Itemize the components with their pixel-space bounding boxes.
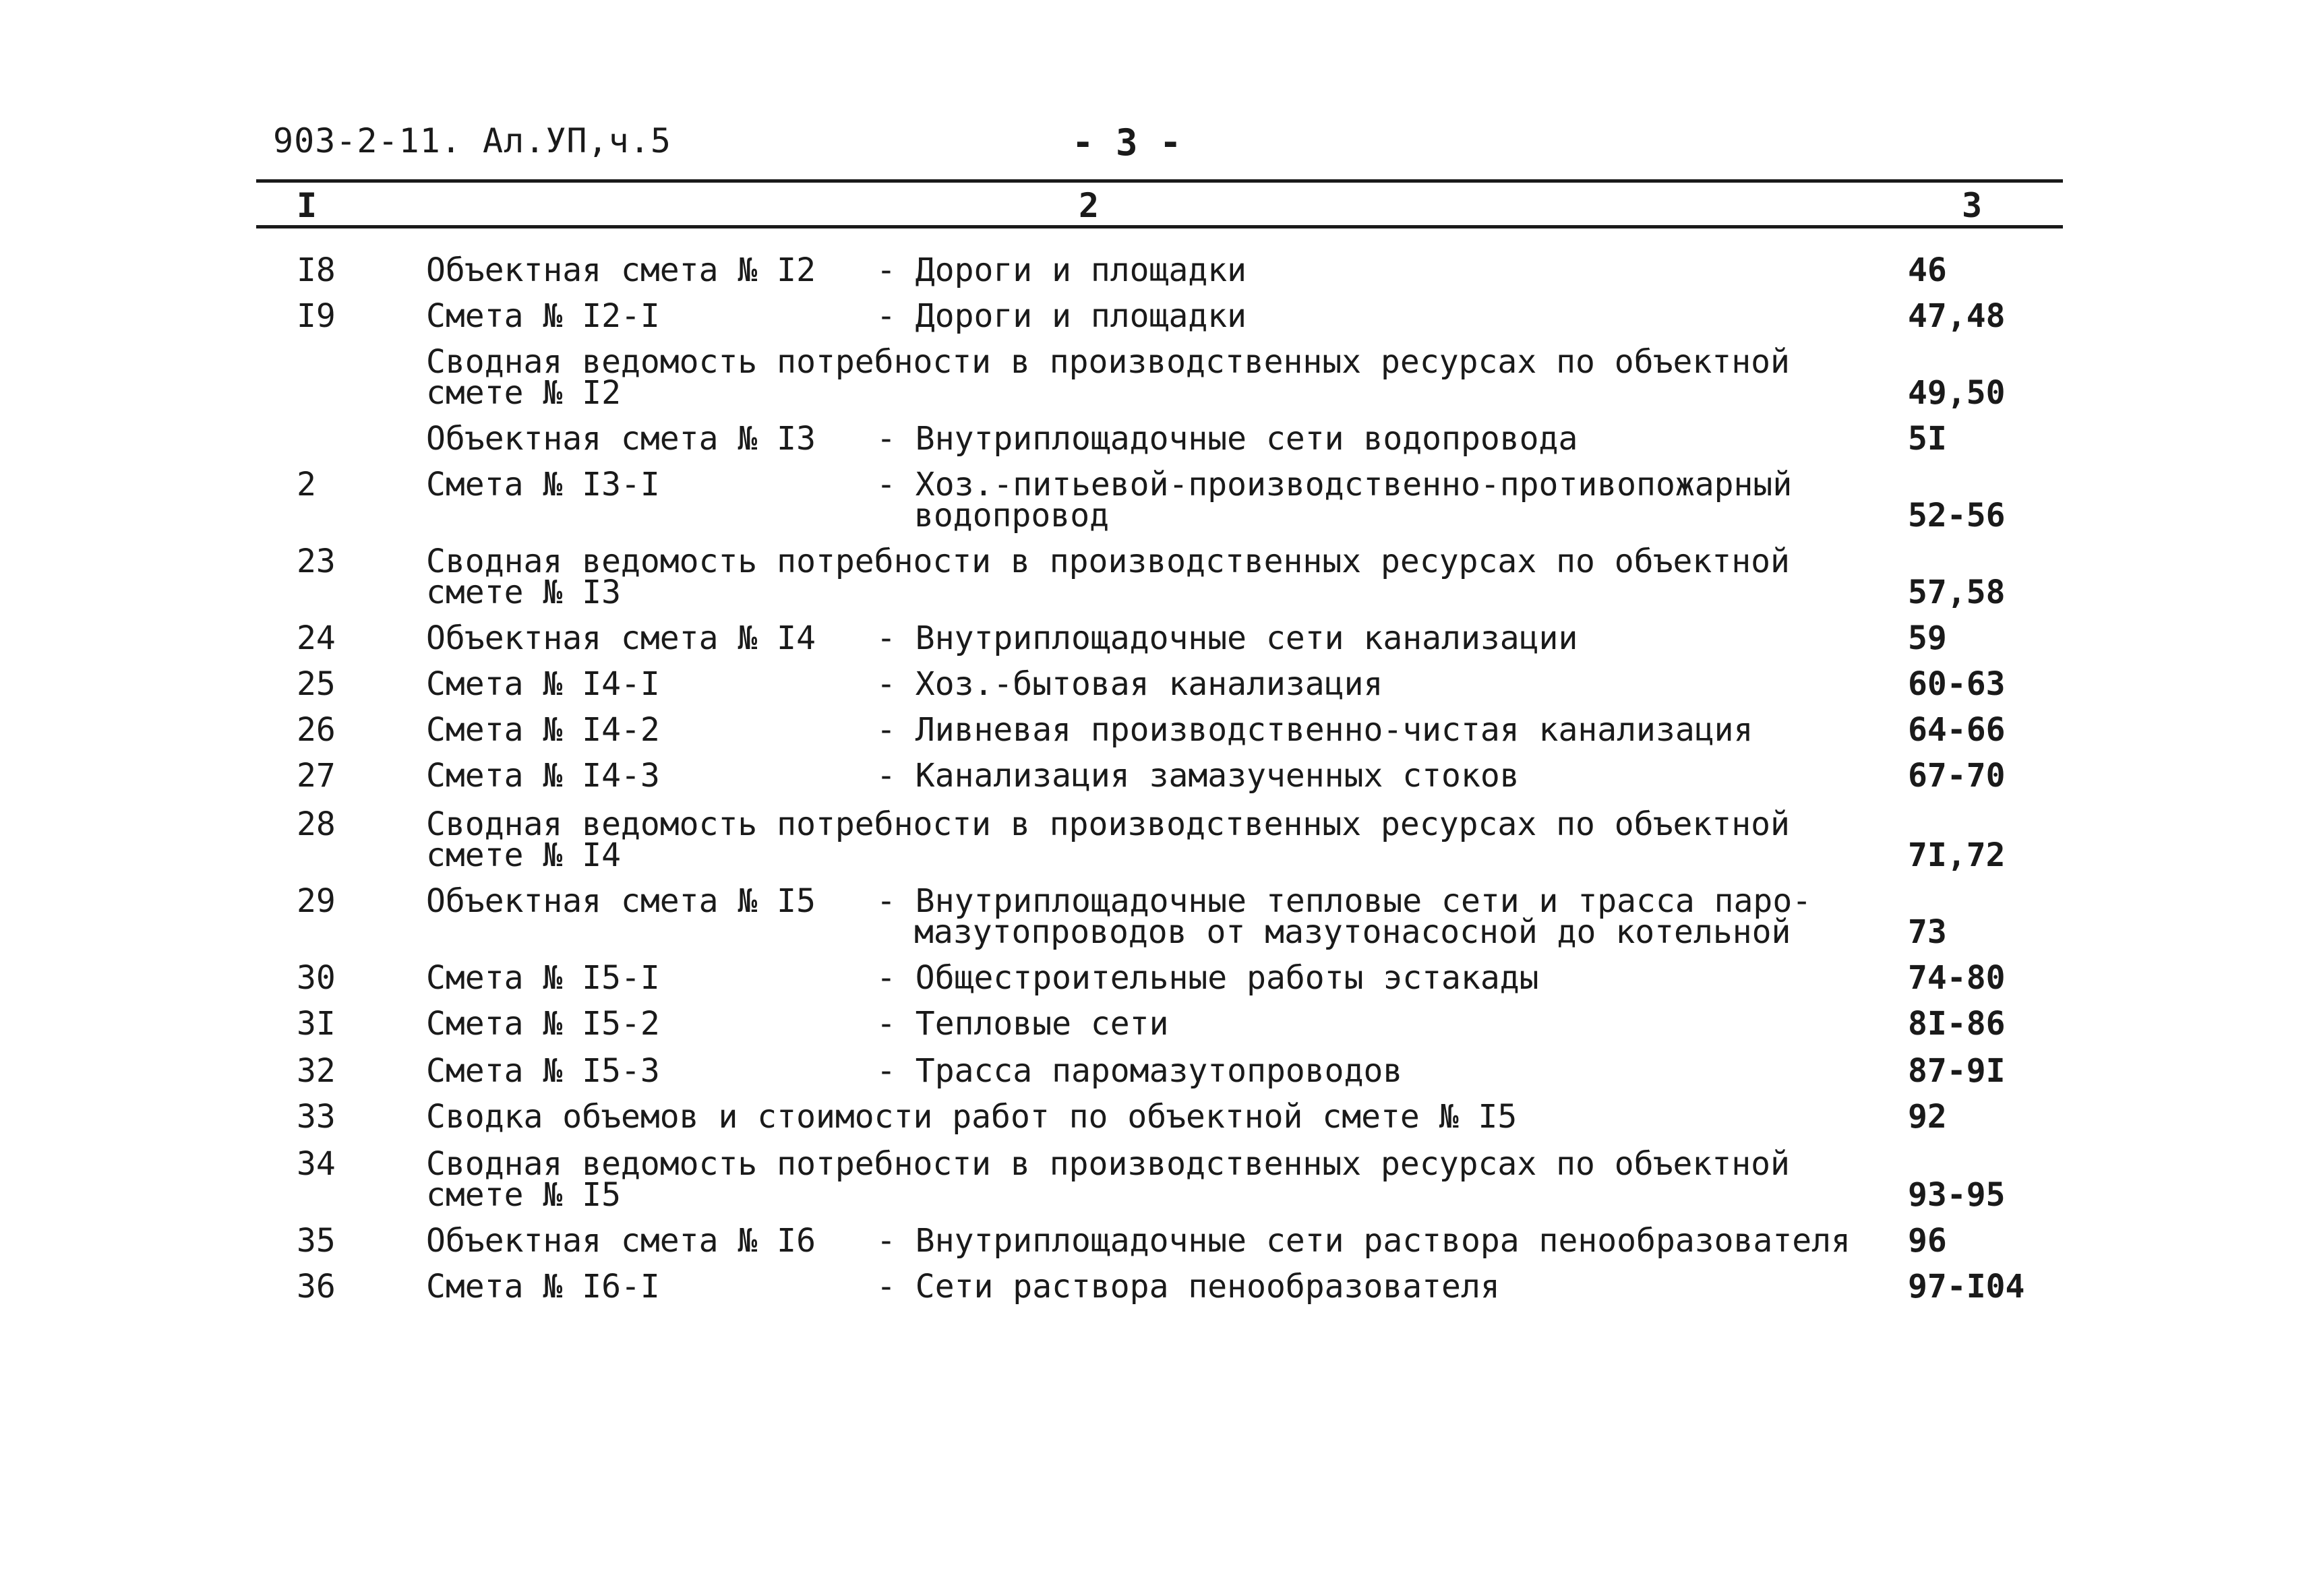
estimate-description-line-1: - Хоз.-питьевой-производственно-противопожарный [876,466,1793,503]
page-range: 67-70 [1908,757,2006,795]
estimate-label: Смета № I4-I [426,665,660,703]
estimate-label: Смета № I5-I [426,959,660,997]
summary-line-1: Сводная ведомость потребности в производственных ресурсах по объектной [426,543,1790,580]
page-number: - 3 - [1072,121,1182,164]
column-header-2: 2 [1079,186,1100,225]
estimate-label: Объектная смета № I5 [426,882,816,920]
page-range: 52-56 [1908,497,2006,534]
estimate-label: Смета № I6-I [426,1268,660,1306]
row-number: 23 [297,543,336,580]
estimate-label: Смета № I4-2 [426,711,660,749]
row-number: 25 [297,665,336,703]
summary-line-1: Сводная ведомость потребности в производственных ресурсах по объектной [426,1145,1790,1183]
page-range: 97-I04 [1908,1268,2025,1306]
summary-line-2: смете № I2 [426,374,621,412]
page-range: 64-66 [1908,711,2006,749]
page-range: 59 [1908,619,1947,657]
estimate-description: - Общестроительные работы эстакады [876,959,1539,997]
estimate-description: - Хоз.-бытовая канализация [876,665,1383,703]
page-range: 49,50 [1908,374,2006,412]
row-number: 35 [297,1222,336,1260]
estimate-description: - Дороги и площадки [876,251,1247,289]
estimate-label: Смета № I5-3 [426,1052,660,1090]
estimate-description-line-1: - Внутриплощадочные тепловые сети и трасса паро- [876,882,1812,920]
estimate-description: - Трасса паромазутопроводов [876,1052,1403,1090]
row-number: 36 [297,1268,336,1306]
estimate-description: - Внутриплощадочные сети водопровода [876,420,1578,458]
page-range: 5I [1908,420,1947,458]
page-range: 93-95 [1908,1176,2006,1214]
row-number: 24 [297,619,336,657]
summary-line-1: Сводная ведомость потребности в производственных ресурсах по объектной [426,805,1790,843]
summary-line-2: смете № I3 [426,574,621,611]
row-number: 29 [297,882,336,920]
estimate-label: Объектная смета № I4 [426,619,816,657]
page-range: 46 [1908,251,1947,289]
row-number: I9 [297,297,336,335]
estimate-label: Смета № I5-2 [426,1005,660,1043]
estimate-label: Смета № I3-I [426,466,660,503]
row-number: 27 [297,757,336,795]
row-number: 2 [297,466,316,503]
page-range: 7I,72 [1908,836,2006,874]
column-header-1: I [297,186,318,225]
row-number: 32 [297,1052,336,1090]
estimate-description: - Дороги и площадки [876,297,1247,335]
summary-line: Сводка объемов и стоимости работ по объектной смете № I5 [426,1098,1518,1136]
estimate-label: Смета № I4-3 [426,757,660,795]
page-range: 60-63 [1908,665,2006,703]
row-number: 30 [297,959,336,997]
summary-line-2: смете № I4 [426,836,621,874]
estimate-label: Объектная смета № I6 [426,1222,816,1260]
row-number: 3I [297,1005,336,1043]
row-number: 26 [297,711,336,749]
estimate-description: - Тепловые сети [876,1005,1169,1043]
estimate-description-line-2: мазутопроводов от мазутонасосной до котельной [914,913,1791,951]
table-header-rule [256,225,2063,228]
row-number: I8 [297,251,336,289]
document-code: 903-2-11. Ал.УП,ч.5 [273,121,671,160]
estimate-label: Объектная смета № I3 [426,420,816,458]
estimate-label: Смета № I2-I [426,297,660,335]
page-range: 73 [1908,913,1947,951]
estimate-label: Объектная смета № I2 [426,251,816,289]
page-range: 47,48 [1908,297,2006,335]
page-range: 74-80 [1908,959,2006,997]
summary-line-2: смете № I5 [426,1176,621,1214]
summary-line-1: Сводная ведомость потребности в производственных ресурсах по объектной [426,343,1790,381]
estimate-description: - Ливневая производственно-чистая канализация [876,711,1753,749]
row-number: 28 [297,805,336,843]
page-range: 8I-86 [1908,1005,2006,1043]
row-number: 33 [297,1098,336,1136]
estimate-description: - Сети раствора пенообразователя [876,1268,1500,1306]
table-top-rule [256,179,2063,183]
estimate-description: - Внутриплощадочные сети раствора пенообразователя [876,1222,1851,1260]
column-header-3: 3 [1962,186,1983,225]
estimate-description-line-2: водопровод [914,497,1109,534]
estimate-description: - Внутриплощадочные сети канализации [876,619,1578,657]
estimate-description: - Канализация замазученных стоков [876,757,1520,795]
page-range: 96 [1908,1222,1947,1260]
row-number: 34 [297,1145,336,1183]
page-range: 57,58 [1908,574,2006,611]
page-range: 92 [1908,1098,1947,1136]
page-range: 87-9I [1908,1052,2006,1090]
